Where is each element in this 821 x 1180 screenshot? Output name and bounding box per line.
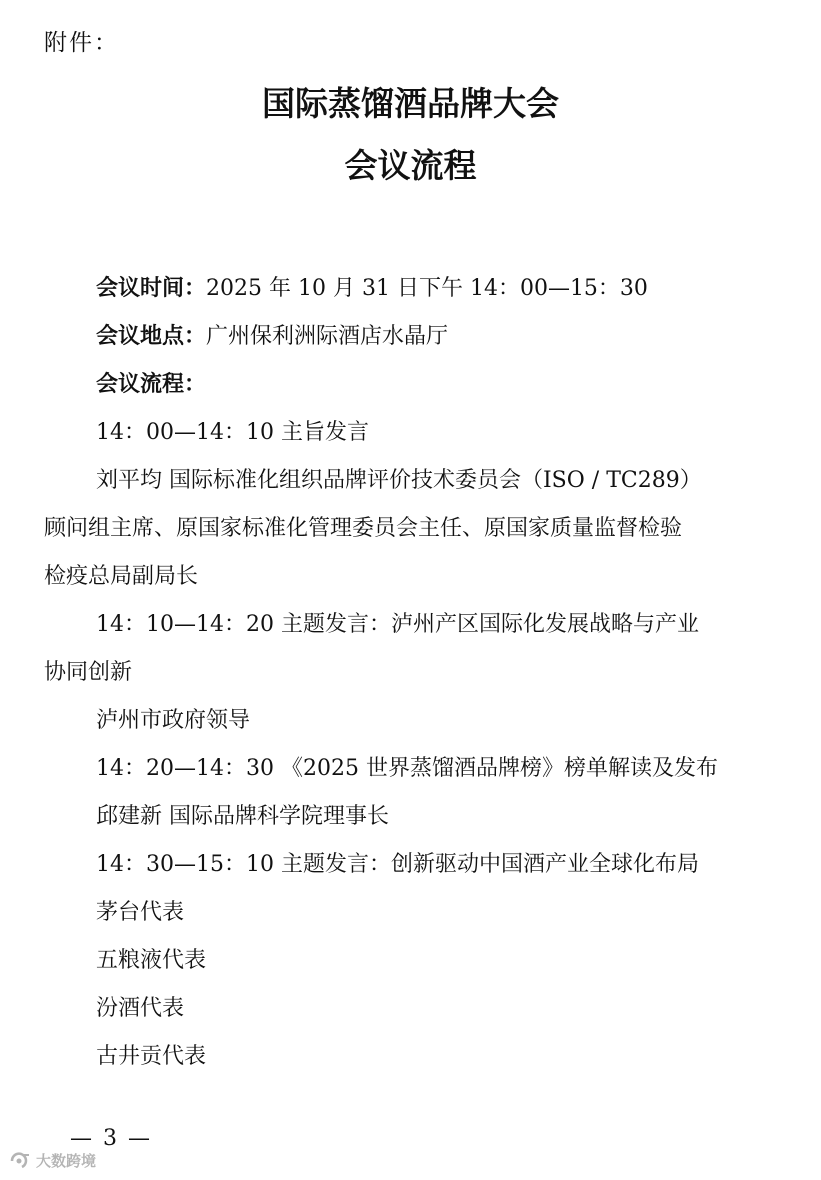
agenda-item: 邱建新 国际品牌科学院理事长 [96, 804, 389, 829]
agenda-item: 汾酒代表 [96, 996, 185, 1021]
meeting-process-label: 会议流程： [96, 372, 207, 397]
watermark [8, 1150, 96, 1171]
agenda-item: 检疫总局副局长 [44, 564, 199, 589]
meeting-place-value: 广州保利洲际酒店水晶厅 [206, 324, 449, 349]
document-title: 国际蒸馏酒品牌大会 [262, 84, 559, 123]
agenda-item: 14：20—14：30 《2025 世界蒸馏酒品牌榜》榜单解读及发布 [96, 756, 718, 781]
meeting-time-row [96, 274, 821, 304]
meeting-time-value: 2025 年 10 月 31 日下午 14：00—15：30 [206, 276, 648, 301]
agenda-item: 茅台代表 [96, 900, 185, 925]
agenda-item: 古井贡代表 [96, 1044, 207, 1069]
agenda-item: 刘平均 国际标准化组织品牌评价技术委员会（ISO / TC289） [96, 468, 702, 493]
watermark-text: 大数跨境 [36, 1152, 97, 1170]
document-subtitle: 会议流程 [344, 146, 477, 185]
agenda-item: 14：00—14：10 主旨发言 [96, 420, 369, 445]
attachment-label: 附件： [44, 30, 119, 56]
meeting-process-row [96, 370, 821, 400]
agenda-item: 14：30—15：10 主题发言：创新驱动中国酒产业全球化布局 [96, 852, 699, 877]
agenda-item: 泸州市政府领导 [96, 708, 251, 733]
meeting-place-row [96, 322, 821, 352]
agenda-item: 五粮液代表 [96, 948, 207, 973]
agenda-item: 顾问组主席、原国家标准化管理委员会主任、原国家质量监督检验 [44, 516, 683, 541]
page-number: — 3 — [70, 1126, 152, 1151]
meeting-place-label: 会议地点： [96, 324, 207, 349]
agenda-item: 14：10—14：20 主题发言：泸州产区国际化发展战略与产业 [96, 612, 699, 637]
agenda-item: 协同创新 [44, 660, 133, 685]
meeting-time-label: 会议时间： [96, 276, 207, 301]
logo-icon [8, 1151, 32, 1171]
